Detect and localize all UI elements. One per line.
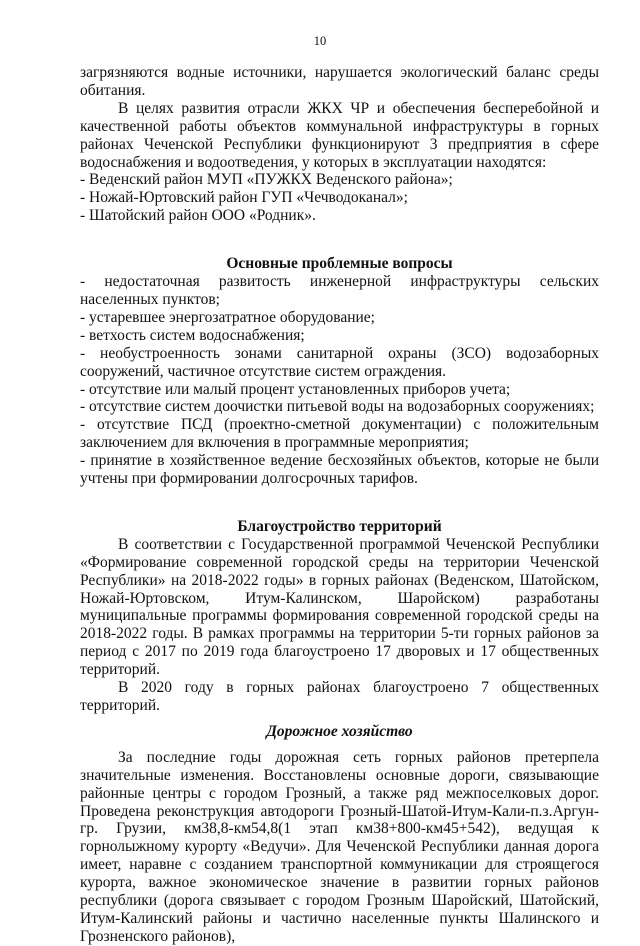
spacer bbox=[80, 225, 599, 255]
enterprise-item: - Шатойский район ООО «Родник». bbox=[80, 207, 316, 225]
problem-item: - отсутствие или малый процент установленных приборов учета; bbox=[80, 380, 511, 398]
improvement-paragraph: В 2020 году в горных районах благоустроено 7 общественных территорий. bbox=[80, 679, 599, 714]
spacer bbox=[80, 715, 599, 723]
problem-item: - принятие в хозяйственное ведение бесхозяйных объектов, которые не были учтены при формировании долгосрочных тарифов. bbox=[80, 452, 599, 488]
problem-item: - ветхость систем водоснабжения; bbox=[80, 326, 305, 344]
intro-paragraph-continued: загрязняются водные источники, нарушается экологический баланс среды обитания. bbox=[80, 64, 599, 99]
intro-paragraph: В целях развития отрасли ЖКХ ЧР и обеспечения бесперебойной и качественной работы объектов коммунальной инфраструктуры в горных районах Чеченской Республики функционируют 3 предприятия в сфере водоснабжения и водоотведения, у которых в эксплуатации находятся: bbox=[80, 99, 599, 171]
enterprise-item: - Ножай-Юртовский район ГУП «Чечводоканал»; bbox=[80, 189, 408, 207]
problems-list bbox=[80, 273, 599, 488]
page-number: 10 bbox=[313, 34, 327, 48]
page-content bbox=[80, 64, 599, 946]
improvement-heading: Благоустройство территорий bbox=[237, 517, 442, 535]
problem-item: - отсутствие систем доочистки питьевой воды на водозаборных сооружениях; bbox=[80, 398, 595, 416]
problem-item: - устаревшее энергозатратное оборудование; bbox=[80, 308, 375, 326]
roads-heading: Дорожное хозяйство bbox=[266, 722, 413, 740]
problem-item: - отсутствие ПСД (проектно-сметной документации) с положительным заключением для включения в программные мероприятия; bbox=[80, 416, 599, 452]
roads-paragraph: За последние годы дорожная сеть горных районов претерпела значительные изменения. Восстановлены основные дороги, связывающие районные центры с городом Грозный, а также ряд межпоселковых дорог. Проведена реконструкция автодороги Грозный-Шатой-Итум-Кали-п.з.Аргун-гр. Грузии, км38,8-км54,8(1 этап км38+800-км45+542), ведущая к горнолыжному курорту «Ведучи». Для Чеченской Республики данная дорога имеет, наравне с созданием транспортной коммуникации для строящегося курорта, важное экономическое значение в развитии горных районов республики (дорога связывает с городом Грозным Шаройский, Шатойский, Итум-Калинский районы и частично населенные пункты Шалинского и Грозненского районов), bbox=[80, 748, 599, 945]
problems-heading: Основные проблемные вопросы bbox=[226, 255, 453, 273]
spacer bbox=[80, 741, 599, 749]
enterprise-item: - Веденский район МУП «ПУЖКХ Веденского района»; bbox=[80, 171, 453, 189]
problem-item: - необустроенность зонами санитарной охраны (ЗСО) водозаборных сооружений, частичное отсутствие систем ограждения. bbox=[80, 344, 599, 380]
problem-item: - недостаточная развитость инженерной инфраструктуры сельских населенных пунктов; bbox=[80, 273, 599, 308]
enterprise-list bbox=[80, 171, 599, 225]
improvement-paragraph: В соответствии с Государственной программой Чеченской Республики «Формирование современной городской среды на территории Чеченской Республики» на 2018-2022 годы» в горных районах (Веденском, Шатойском, Ножай-Юртовском, Итум-Калинском, Шаройском) разработаны муниципальные программы формирования современной городской среды на 2018-2022 годы. В рамках программы на территории 5-ти горных районов за период с 2017 по 2019 года благоустроено 17 дворовых и 17 общественных территорий. bbox=[80, 535, 599, 679]
spacer bbox=[80, 488, 599, 518]
